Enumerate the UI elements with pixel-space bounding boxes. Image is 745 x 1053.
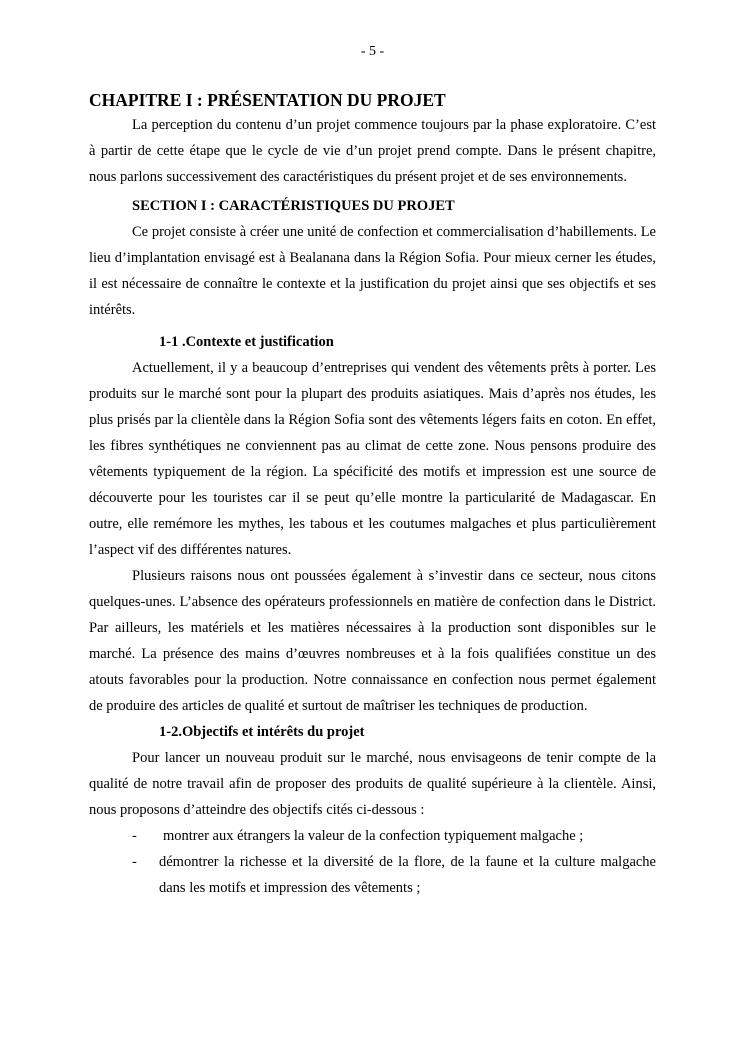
page-number: - 5 - [360,44,385,59]
chapter-intro-paragraph: La perception du contenu d’un projet commence toujours par la phase exploratoire. C’est à partir de cette étape que le cycle de vie d’un projet prend compte. Dans le présent chapitre, nous parlons successivement des caractéristiques du présent projet et de ses environnements. [89,117,656,185]
subsection-title-context: 1-1 .Contexte et justification [159,334,334,350]
list-item-text: démontrer la richesse et la diversité de la flore, de la faune et la culture malgache dans les motifs et impression des vêtements ; [159,854,656,896]
dash-bullet: - [132,854,137,870]
context-paragraph-1: Actuellement, il y a beaucoup d’entreprises qui vendent des vêtements prêts à porter. Les produits sur le marché sont pour la plupart des produits asiatiques. Mais d’après nos études, les plus prisés par la clientèle dans la Région Sofia sont des vêtements légers faits en coton. En effet, les fibres synthétiques ne conviennent pas au climat de cette zone. Nous pensons produire des vêtements typiquement de la région. La spécificité des motifs et impression est une source de découverte pour les touristes car il se peut qu’elle montre la particularité de Madagascar. En outre, elle remémore les mythes, les tabous et les coutumes malgaches et plus particulièrement l’aspect vif des différentes natures. [89,360,656,558]
section-intro-paragraph: Ce projet consiste à créer une unité de confection et commercialisation d’habillements. Le lieu d’implantation envisagé est à Bealanana dans la Région Sofia. Pour mieux cerner les études, il est nécessaire de connaître le contexte et la justification du projet ainsi que ses objectifs et ses intérêts. [89,224,656,318]
dash-bullet: - [132,828,137,844]
page-content [89,88,656,901]
objectives-paragraph: Pour lancer un nouveau produit sur le marché, nous envisageons de tenir compte de la qualité de notre travail afin de proposer des produits de qualité supérieure à la clientèle. Ainsi, nous proposons d’atteindre des objectifs cités ci-dessous : [89,750,656,818]
chapter-title: CHAPITRE I : PRÉSENTATION DU PROJET [89,90,446,110]
list-item [89,849,656,901]
context-paragraph-2: Plusieurs raisons nous ont poussées également à s’investir dans ce secteur, nous citons quelques-unes. L’absence des opérateurs professionnels en matière de confection dans le District. Par ailleurs, les matériels et les matières nécessaires à la production sont disponibles sur le marché. La présence des mains d’œuvres nombreuses et à la fois qualifiées constitue un des atouts favorables pour la production. Notre connaissance en confection nous permet également de produire des articles de qualité et surtout de maîtriser les techniques de production. [89,568,656,714]
section-title: SECTION I : CARACTÉRISTIQUES DU PROJET [132,198,455,214]
list-item-text: montrer aux étrangers la valeur de la confection typiquement malgache ; [163,828,584,844]
objectives-list [89,823,656,901]
subsection-title-objectives: 1-2.Objectifs et intérêts du projet [159,724,365,740]
list-item [89,823,656,849]
